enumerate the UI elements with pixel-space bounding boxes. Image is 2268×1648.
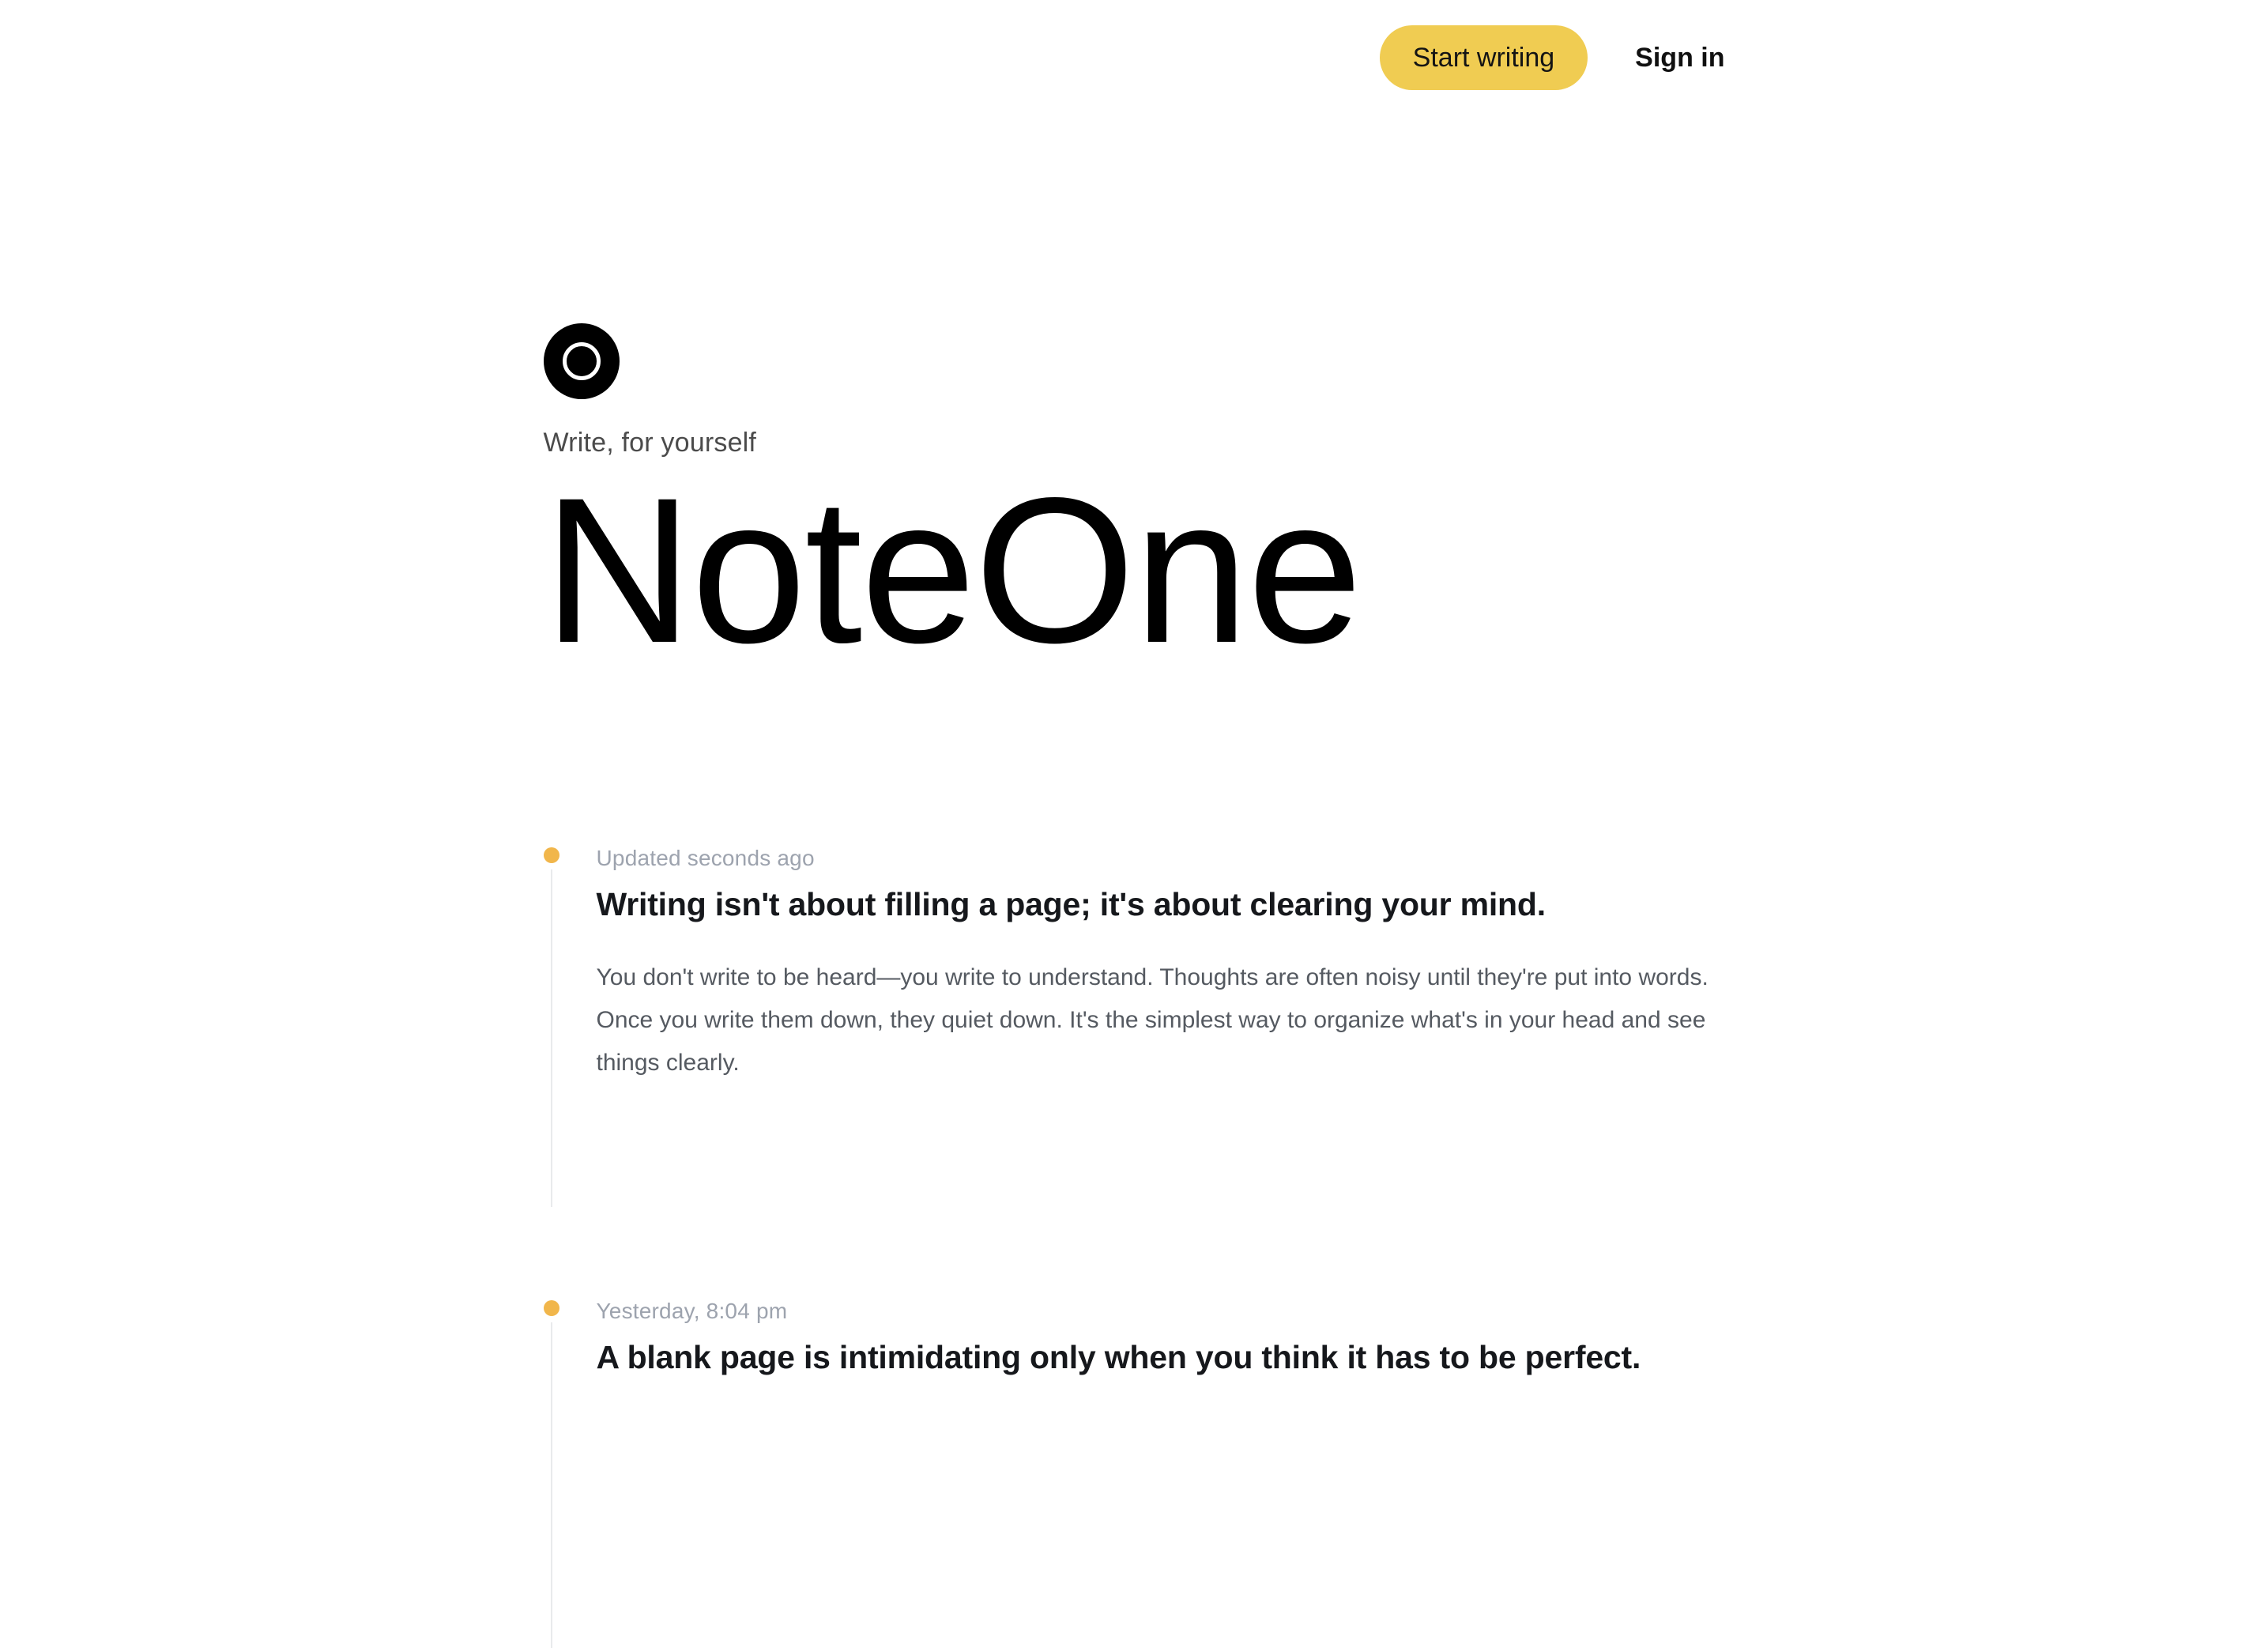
app-logo xyxy=(544,323,620,399)
note-heading: A blank page is intimidating only when you think it has to be perfect. xyxy=(596,1339,1641,1375)
timeline-line xyxy=(551,1322,552,1648)
sign-in-link[interactable]: Sign in xyxy=(1635,42,1725,73)
logo-ring-icon xyxy=(563,342,601,380)
timeline-rail xyxy=(544,844,559,1207)
note-entry[interactable] xyxy=(544,1297,1725,1648)
timeline-dot-icon xyxy=(544,1300,559,1316)
timeline-dot-icon xyxy=(544,847,559,863)
hero-section xyxy=(543,323,1725,686)
note-timestamp: Updated seconds ago xyxy=(596,846,815,870)
notes-timeline xyxy=(544,844,1725,1648)
start-writing-button[interactable]: Start writing xyxy=(1380,25,1588,90)
timeline-line xyxy=(551,869,552,1207)
top-nav xyxy=(544,0,1725,90)
note-entry-content xyxy=(597,844,1725,1207)
note-heading: Writing isn't about filling a page; it's about clearing your mind. xyxy=(596,886,1546,922)
note-entry-content xyxy=(597,1297,1725,1648)
note-entry[interactable] xyxy=(544,844,1725,1207)
hero-tagline: Write, for yourself xyxy=(543,428,757,458)
main-content xyxy=(544,323,1725,1648)
note-body: You don't write to be heard—you write to understand. Thoughts are often noisy until they're put into words. Once you write them down, they quiet down. It's the simplest way to organize what's in your head and see things clearly. xyxy=(596,964,1709,1076)
timeline-rail xyxy=(544,1297,559,1648)
note-timestamp: Yesterday, 8:04 pm xyxy=(596,1299,788,1323)
app-title: NoteOne xyxy=(543,454,1362,686)
